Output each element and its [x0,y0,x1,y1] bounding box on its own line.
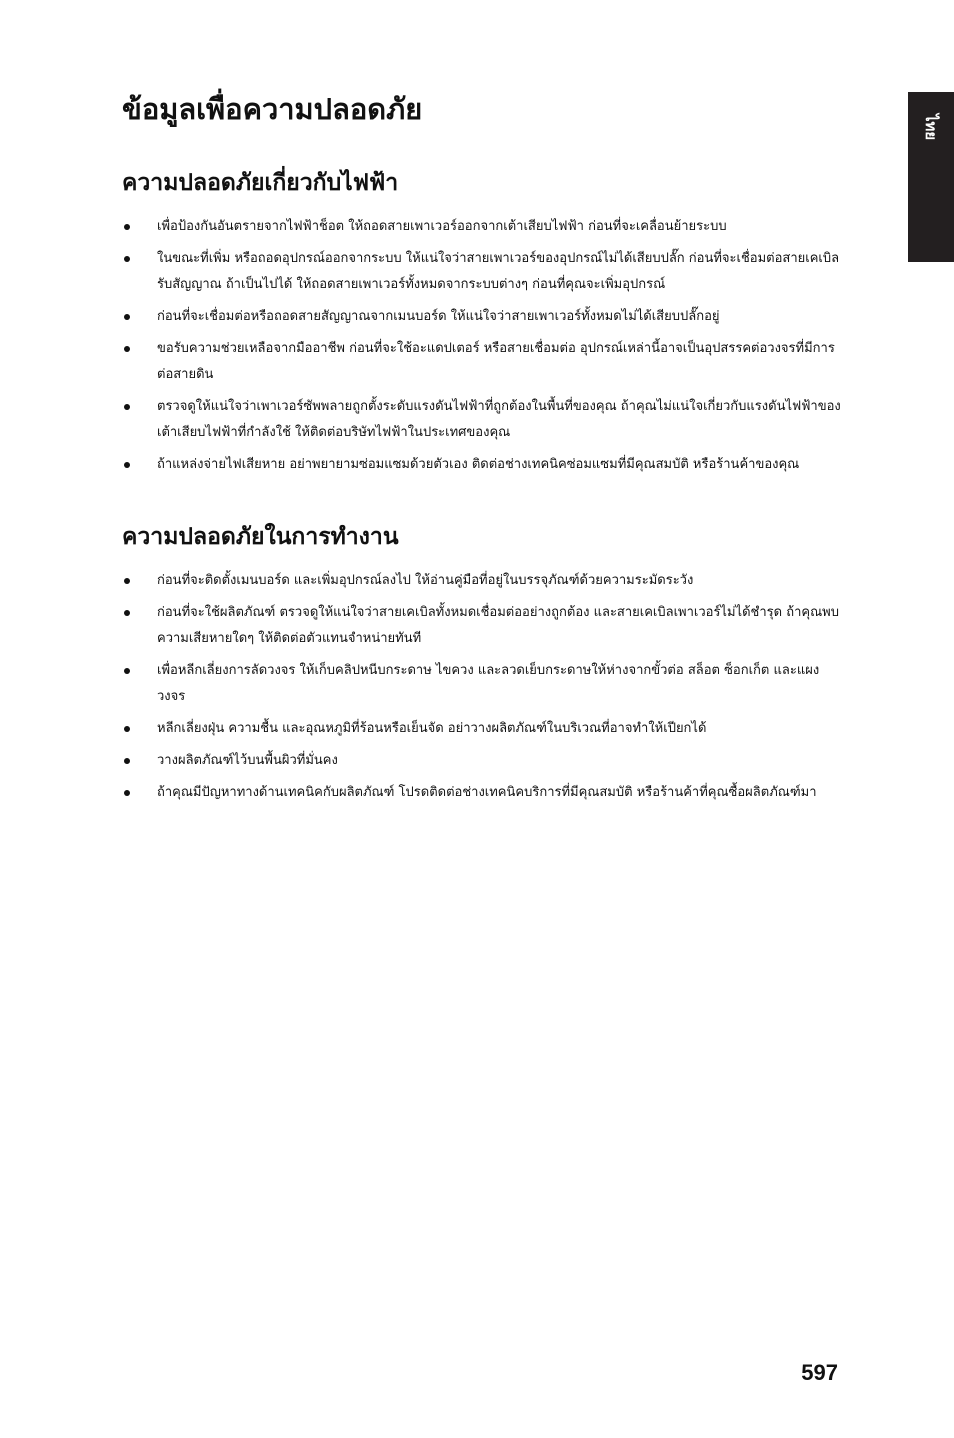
bullet-icon [124,224,130,230]
list-item [122,716,842,742]
section-heading: ความปลอดภัยในการทำงาน [122,524,399,550]
section-heading: ความปลอดภัยเกี่ยวกับไฟฟ้า [122,170,399,196]
list-item-text: ในขณะที่เพิ่ม หรือถอดอุปกรณ์ออกจากระบบ ให้แน่ใจว่าสายเพาเวอร์ของอุปกรณ์ไม่ได้เสียบปลั๊ก ก่อนที่จะเชื่อมต่อสายเคเบิลรับสัญญาณ ถ้าเป็นไปได้ ให้ถอดสายเพาเวอร์ทั้งหมดจากระบบต่างๆ ก่อนที่คุณจะเพิ่มอุปกรณ์ [157,251,840,292]
bullet-list [122,568,842,806]
bullet-list [122,214,842,478]
list-item [122,394,842,446]
language-tab [908,92,954,262]
list-item [122,336,842,388]
bullet-icon [124,314,130,320]
list-item [122,748,842,774]
list-item-text: เพื่อป้องกันอันตรายจากไฟฟ้าช็อต ให้ถอดสายเพาเวอร์ออกจากเต้าเสียบไฟฟ้า ก่อนที่จะเคลื่อนย้ายระบบ [157,219,727,234]
bullet-icon [124,404,130,410]
bullet-icon [124,346,130,352]
list-item-text: ถ้าคุณมีปัญหาทางด้านเทคนิคกับผลิตภัณฑ์ โปรดติดต่อช่างเทคนิคบริการที่มีคุณสมบัติ หรือร้านค้าที่คุณซื้อผลิตภัณฑ์มา [157,785,817,800]
bullet-icon [124,726,130,732]
bullet-icon [124,610,130,616]
list-item [122,568,842,594]
list-item [122,246,842,298]
list-item [122,600,842,652]
list-item-text: ถ้าแหล่งจ่ายไฟเสียหาย อย่าพยายามซ่อมแซมด้วยตัวเอง ติดต่อช่างเทคนิคซ่อมแซมที่มีคุณสมบัติ หรือร้านค้าของคุณ [157,457,800,472]
list-item-text: เพื่อหลีกเลี่ยงการลัดวงจร ให้เก็บคลิปหนีบกระดาษ ไขควง และลวดเย็บกระดาษให้ห่างจากขั้วต่อ สล็อต ซ็อกเก็ต และแผงวงจร [157,663,820,704]
page-number: 597 [801,1360,838,1385]
list-item-text: ก่อนที่จะใช้ผลิตภัณฑ์ ตรวจดูให้แน่ใจว่าสายเคเบิลทั้งหมดเชื่อมต่ออย่างถูกต้อง และสายเคเบิลเพาเวอร์ไม่ได้ชำรุด ถ้าคุณพบความเสียหายใดๆ ให้ติดต่อตัวแทนจำหน่ายทันที [157,605,839,646]
list-item-text: วางผลิตภัณฑ์ไว้บนพื้นผิวที่มั่นคง [157,753,338,768]
list-item [122,214,842,240]
list-item-text: หลีกเลี่ยงฝุ่น ความชื้น และอุณหภูมิที่ร้อนหรือเย็นจัด อย่าวางผลิตภัณฑ์ในบริเวณที่อาจทำให้เปียกได้ [157,721,707,736]
list-item-text: ขอรับความช่วยเหลือจากมืออาชีพ ก่อนที่จะใช้อะแดปเตอร์ หรือสายเชื่อมต่อ อุปกรณ์เหล่านี้อาจเป็นอุปสรรคต่อวงจรที่มีการต่อสายดิน [157,341,835,382]
bullet-icon [124,256,130,262]
language-tab-label: ไทย [922,114,940,141]
operation-safety-section [122,520,842,812]
list-item-text: ตรวจดูให้แน่ใจว่าเพาเวอร์ซัพพลายถูกตั้งระดับแรงดันไฟฟ้าที่ถูกต้องในพื้นที่ของคุณ ถ้าคุณไม่แน่ใจเกี่ยวกับแรงดันไฟฟ้าของเต้าเสียบไฟฟ้าที่กำลังใช้ ให้ติดต่อบริษัทไฟฟ้าในประเทศของคุณ [157,399,841,440]
bullet-icon [124,462,130,468]
bullet-icon [124,578,130,584]
list-item-text: ก่อนที่จะเชื่อมต่อหรือถอดสายสัญญาณจากเมนบอร์ด ให้แน่ใจว่าสายเพาเวอร์ทั้งหมดไม่ได้เสียบปลั๊กอยู่ [157,309,720,324]
bullet-icon [124,790,130,796]
list-item [122,780,842,806]
page-title: ข้อมูลเพื่อความปลอดภัย [122,92,423,126]
bullet-icon [124,668,130,674]
list-item [122,304,842,330]
bullet-icon [124,758,130,764]
list-item [122,658,842,710]
list-item [122,452,842,478]
list-item-text: ก่อนที่จะติดตั้งเมนบอร์ด และเพิ่มอุปกรณ์ลงไป ให้อ่านคู่มือที่อยู่ในบรรจุภัณฑ์ด้วยความระมัดระวัง [157,573,694,588]
electrical-safety-section [122,166,842,484]
